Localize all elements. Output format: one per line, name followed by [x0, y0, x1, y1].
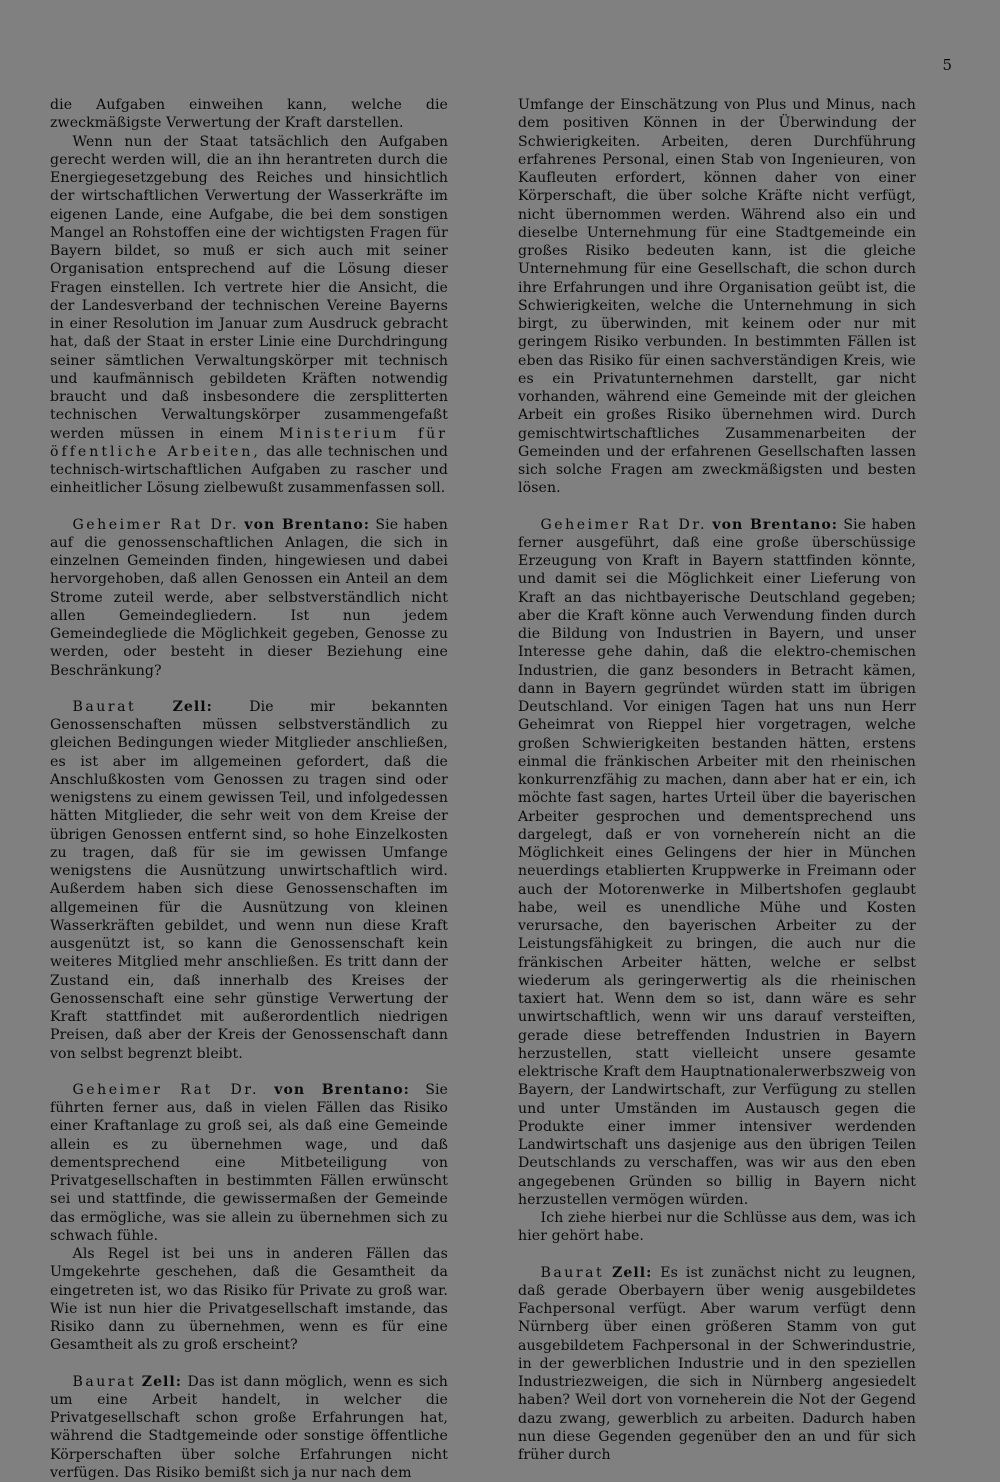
paragraph-text: Wenn nun der Staat tatsächlich den Aufgaben gerecht werden will, die an ihn herantreten durch die Energiegesetzgebung des Reiches und hinsichtlich der wirtschaftlichen Verwertung der Wasserkräfte im eigenen Lande, eine Aufgabe, die bei dem sonstigen Mangel an Rohstoffen eine der wichtigsten Fragen für Bayern bildet, so muß er sich auch mit seiner Organisation entsprechend auf die Lösung dieser Fragen einstellen. Ich vertrete hier die Ansicht, die der Landesverband der technischen Vereine Bayerns in einer Resolution im Januar zum Ausdruck gebracht hat, daß der Staat in erster Linie eine Durchdringung seiner sämtlichen Verwaltungskörper mit technisch und kaufmännisch gebildeten Kräften notwendig braucht und daß insbesondere die zersplitterten technischen Verwaltungskörper zusammengefaßt werden müssen in einem	[50, 134, 448, 442]
speech-paragraph	[50, 516, 448, 680]
speech-text: Sie führten ferner aus, daß in vielen Fällen das Risiko einer Kraftanlage zu groß sei, als daß eine Gemeinde allein es zu übernehmen wage, und daß dementsprechend eine Mitbeteiligung von Privatgesellschaften in bestimmten Fällen erwünscht sei und stattfinde, die gewissermaßen der Gemeinde das ermögliche, was sie allein zu übernehmen sich zu schwach fühle.	[50, 1082, 448, 1244]
page-number: 5	[942, 56, 952, 74]
paragraph-text: das alle technischen und technisch-wirtschaftlichen Aufgaben zu rascher und einheitlicher Lösung zielbewußt zusammenfassen soll.	[50, 444, 448, 497]
speaker-name: von Brentano:	[274, 1082, 410, 1098]
speech-text: Sie haben ferner ausgeführt, daß eine große überschüssige Erzeugung von Kraft in Bayern stattfinden könnte, und damit sei die Möglichkeit einer Lieferung von Kraft an das nichtbayerische Deutschland gegeben; aber die Kraft könne auch Verwendung finden durch die Bildung von Industrien in Bayern, und unser Interesse gehe dahin, daß die elektro-chemischen Industrien, die ganz besonders in Betracht kämen, dann in Bayern gegründet würden statt im übrigen Deutschland. Vor einigen Tagen hat uns nun Herr Geheimrat von Rieppel hier vorgetragen, welche großen Schwierigkeiten bestanden hätten, erstens einmal die fränkischen Arbeiter mit den rheinischen konkurrenzfähig zu machen, dann aber hat er ein, ich möchte fast sagen, hartes Urteil über die bayerischen Arbeiter gesprochen und dementsprechend uns dargelegt, daß er von vornehereín nicht an die Möglichkeit eines Gelingens der hier in München neuerdings etablierten Kruppwerke in Freimann oder auch der Motorenwerke in Milbertshofen geglaubt habe, weil es unendliche Mühe und Kosten verursache, den bayerischen Arbeiter zu der Leistungsfähigkeit zu bringen, die auch nur die fränkischen Arbeiter hätten, welche er selbst wiederum als geringerwertig als die rheinischen taxiert hat. Wenn dem so ist, dann wäre es sehr unwirtschaftlich, wenn wir uns darauf versteiften, gerade diese betreffenden Industrien in Bayern herzustellen, statt vielleicht unsere gesamte elektrische Kraft dem Hauptnationalerwerbszweig von Bayern, der Landwirtschaft, zur Verfügung zu stellen und unter Umständen im Austausch gegen die Produkte einer immer intensiver werdenden Landwirtschaft uns dasjenige aus den übrigen Teilen Deutschlands zu verschaffen, was wir aus den eben angegebenen Gründen so billig in Bayern nicht herzustellen vermögen würden.	[518, 517, 916, 1208]
speaker-title: Baurat	[541, 1265, 605, 1281]
speech-text: Die mir bekannten Genossenschaften müssen selbstverständlich zu gleichen Bedingungen wieder Mitglieder anschließen, es ist aber im allgemeinen gefordert, daß die Anschlußkosten vom Genossen zu tragen sind oder wenigstens zu einem gewissen Teil, und infolgedessen hätten Mitglieder, die sehr weit von dem Kreise der übrigen Genossen entfernt sind, so hohe Einzelkosten zu tragen, daß für sie im gewissen Umfange wenigstens die Ausnützung unwirtschaftlich wird. Außerdem haben sich diese Genossenschaften im allgemeinen für die Ausnützung von kleinen Wasserkräften gebildet, und wenn nun diese Kraft ausgenützt ist, so kann die Genossenschaft kein weiteres Mitglied mehr anschließen. Es tritt dann der Zustand ein, daß innerhalb des Kreises der Genossenschaft eine sehr günstige Verwertung der Kraft stattfindet mit außerordentlich niedrigen Preisen, daß aber der Kreis der Genossenschaft dann von selbst begrenzt bleibt.	[50, 699, 448, 1062]
speaker-title: Baurat	[73, 699, 137, 715]
left-column	[50, 96, 448, 1482]
right-column	[518, 96, 916, 1464]
speaker-title: Geheimer Rat Dr.	[541, 517, 707, 533]
speaker-name: Zell:	[612, 1265, 652, 1281]
speech-paragraph	[518, 516, 916, 1210]
paragraph	[50, 133, 448, 498]
speech-text: Das ist dann möglich, wenn es sich um eine Arbeit handelt, in welcher die Privatgesellschaft schon große Erfahrungen hat, während die Stadtgemeinde oder sonstige öffentliche Körperschaften über solche Erfahrungen nicht verfügen. Das Risiko bemißt sich ja nur nach dem	[50, 1374, 448, 1481]
speech-text: Es ist zunächst nicht zu leugnen, daß gerade Oberbayern über wenig ausgebildetes Fachpersonal verfügt. Aber warum verfügt denn Nürnberg über einen größeren Stamm von gut ausgebildetem Fachpersonal in der Schwerindustrie, in der gewerblichen Industrie und in den speziellen Industriezweigen, die sich in Nürnberg angesiedelt haben? Weil dort von vorneherein die Not der Gegend dazu zwang, gewerblich zu arbeiten. Dadurch haben nun diese Gegenden gegenüber den an und für sich früher durch	[518, 1265, 916, 1464]
paragraph: Als Regel ist bei uns in anderen Fällen das Umgekehrte geschehen, daß die Gesamtheit da eingetreten ist, wo das Risiko für Private zu groß war. Wie ist nun hier die Privatgesellschaft imstande, das Risiko dann zu übernehmen, wenn es für eine Gesamtheit als zu groß erscheint?	[50, 1245, 448, 1355]
speech-text: Sie haben auf die genossenschaftlichen Anlagen, die sich in einzelnen Gemeinden finden, hingewiesen und dabei hervorgehoben, daß allen Genossen ein Anteil an dem Strome zuteil werde, aber selbstverständlich nicht allen Gemeindegliedern. Ist nun jedem Gemeindegliede die Möglichkeit gegeben, Genosse zu werden, oder besteht in dieser Beziehung eine Beschränkung?	[50, 517, 448, 679]
speaker-title: Geheimer Rat Dr.	[73, 1082, 259, 1098]
speech-paragraph	[50, 698, 448, 1063]
speaker-title: Baurat	[73, 1374, 137, 1390]
speech-paragraph	[50, 1373, 448, 1482]
emphasized-text: Ministerium für öffentliche Arbeiten,	[50, 426, 448, 460]
speaker-name: von Brentano:	[712, 517, 838, 533]
speaker-name: von Brentano:	[244, 517, 370, 533]
speech-paragraph	[50, 1081, 448, 1245]
speaker-name: Zell:	[142, 1374, 182, 1390]
speaker-title: Geheimer Rat Dr.	[73, 517, 239, 533]
speech-paragraph	[518, 1264, 916, 1465]
paragraph: die Aufgaben einweihen kann, welche die zweckmäßigste Verwertung der Kraft darstellen.	[50, 96, 448, 133]
speaker-name: Zell:	[173, 699, 213, 715]
paragraph: Umfange der Einschätzung von Plus und Minus, nach dem positiven Können in der Überwindung der Schwierigkeiten. Arbeiten, deren Durchführung erfahrenes Personal, einen Stab von Ingenieuren, von Kaufleuten erfordert, können daher von einer Körperschaft, die über solche Kräfte nicht verfügt, nicht übernommen werden. Während also ein und dieselbe Unternehmung für eine Stadtgemeinde ein großes Risiko bedeuten kann, ist die gleiche Unternehmung für eine Gesellschaft, die schon durch ihre Erfahrungen und ihre Organisation geübt ist, die Schwierigkeiten, welche die Unternehmung in sich birgt, zu überwinden, mit keinem oder nur mit geringem Risiko verbunden. In bestimmten Fällen ist eben das Risiko für einen sachverständigen Kreis, wie es ein Privatunternehmen darstellt, gar nicht vorhanden, während eine Gemeinde mit der gleichen Arbeit ein großes Risiko übernehmen wird. Durch gemischtwirtschaftliches Zusammenarbeiten der Gemeinden und der erfahrenen Gesellschaften lassen sich solche Fragen am zweckmäßigsten und besten lösen.	[518, 96, 916, 498]
paragraph: Ich ziehe hierbei nur die Schlüsse aus dem, was ich hier gehört habe.	[518, 1209, 916, 1246]
